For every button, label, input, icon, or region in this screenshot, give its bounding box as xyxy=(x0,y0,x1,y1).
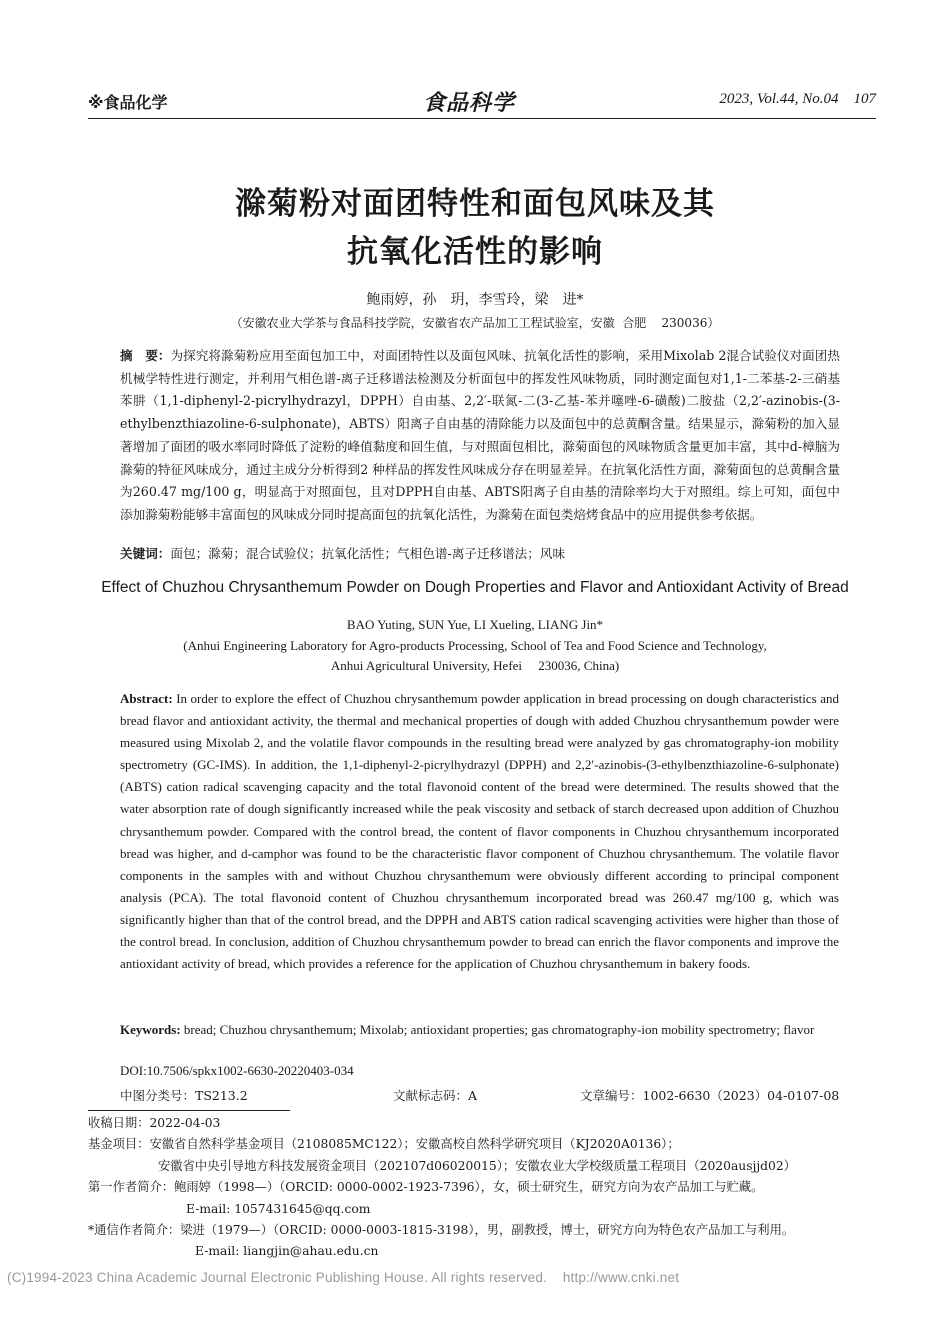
abstract-cn xyxy=(120,345,840,527)
first-author-email: E-mail: 1057431645@qq.com xyxy=(186,1202,371,1216)
fund-line-2: 安徽省中央引导地方科技发展资金项目（202107d06020015）；安徽农业大学校级质量工程项目（2020ausjjd02） xyxy=(158,1159,796,1173)
keywords-en-label: Keywords: xyxy=(120,1022,181,1037)
article-number: 文章编号：1002-6630（2023）04-0107-08 xyxy=(580,1088,840,1103)
keywords-cn-text: 面包；滁菊；混合试验仪；抗氧化活性；气相色谱-离子迁移谱法；风味 xyxy=(170,546,566,561)
abstract-en-text: In order to explore the effect of Chuzhou chrysanthemum powder application in bread processing on dough characteristics and bread flavor and antioxidant activity, the thermal and mechanical properties of dough with added Chuzhou chrysanthemum powder were measured using Mixolab 2, and the volatile flavor compounds in the resulting bread were analyzed by gas chromatography-ion mobility spectrometry (GC-IMS). In addition, the 1,1-diphenyl-2-picrylhydrazyl (DPPH) and 2,2′-azinobis-(3-ethylbenzthiazoline-6-sulphonate) (ABTS) cation radical scavenging capacity and the total flavonoid content of the bread were determined. The results showed that the water absorption rate of dough significantly increased while the peak viscosity and setback of starch decreased upon addition of Chuzhou chrysanthemum powder. Compared with the control bread, the content of flavor components in Chuzhou chrysanthemum incorporated bread was higher, and d-camphor was found to be the characteristic flavor component of Chuzhou chrysanthemum. The volatile flavor components in the samples with and without Chuzhou chrysanthemum were obviously different according to principal component analysis (PCA). The total flavonoid content of Chuzhou chrysanthemum incorporated bread was 260.47 mg/100 g, which was significantly higher than that of the control bread, and the DPPH and ABTS cation radical scavenging activities were higher than those of the control bread. In conclusion, addition of Chuzhou chrysanthemum powder to bread can enrich the flavor components and improve the antioxidant activity of bread, which provides a reference for the application of Chuzhou chrysanthemum in bakery foods. xyxy=(120,691,839,972)
abstract-cn-text: 为探究将滁菊粉应用至面包加工中，对面团特性以及面包风味、抗氧化活性的影响，采用Mixolab 2混合试验仪对面团热机械学特性进行测定，并利用气相色谱-离子迁移谱法检测及分析面包中的挥发性风味物质，同时测定面包对1,1-二苯基-2-三硝基苯肼（1,1-diphenyl-2-picrylhydrazyl，DPPH）自由基、2,2′-联氮-二(3-乙基-苯并噻唑-6-磺酸)二胺盐（2,2′-azinobis-(3-ethylbenzthiazoline-6-sulphonate)，ABTS）阳离子自由基的清除能力以及面包中的总黄酮含量。结果显示，滁菊粉的加入显著增加了面团的吸水率同时降低了淀粉的峰值黏度和回生值，与对照面包相比，滁菊面包的风味物质含量更加丰富，其中d-樟脑为滁菊的特征风味成分，通过主成分分析得到2 种样品的挥发性风味成分存在明显差异。在抗氧化活性方面，滁菊面包的总黄酮含量为260.47 mg/100 g，明显高于对照面包，且对DPPH自由基、ABTS阳离子自由基的清除率均大于对照组。综上可知，面包中添加滁菊粉能够丰富面包的风味成分同时提高面包的抗氧化活性，为滁菊在面包类焙烤食品中的应用提供参考依据。 xyxy=(120,348,841,522)
journal-section: ※食品化学 xyxy=(88,93,168,112)
keywords-en xyxy=(120,1019,839,1041)
issue-info: 2023, Vol.44, No.04 107 xyxy=(719,91,876,107)
authors-en: BAO Yuting, SUN Yue, LI Xueling, LIANG Jin* xyxy=(346,617,604,632)
affiliation-en-line-1: (Anhui Engineering Laboratory for Agro-products Processing, School of Tea and Food Science and Technology, xyxy=(183,638,767,653)
received-date: 收稿日期：2022-04-03 xyxy=(88,1116,221,1130)
corresponding-author-bio: *通信作者简介：梁进（1979—）（ORCID: 0000-0003-1815-3198），男，副教授，博士，研究方向为特色农产品加工与利用。 xyxy=(88,1223,795,1237)
copyright-notice: (C)1994-2023 China Academic Journal Electronic Publishing House. All rights reserved. http://www.cnki.net xyxy=(7,1270,680,1285)
keywords-cn-label: 关键词： xyxy=(120,546,171,561)
clc-number: 中图分类号：TS213.2 xyxy=(120,1088,248,1103)
affiliation-en-line-2: Anhui Agricultural University, Hefei 230036, China) xyxy=(330,658,620,673)
keywords-en-text: bread; Chuzhou chrysanthemum; Mixolab; antioxidant properties; gas chromatography-ion mobility spectrometry; flavor xyxy=(183,1022,815,1037)
document-code: 文献标志码：A xyxy=(393,1088,478,1103)
fund-line-1: 基金项目：安徽省自然科学基金项目（2108085MC122）；安徽高校自然科学研究项目（KJ2020A0136）； xyxy=(88,1137,680,1151)
header-divider xyxy=(88,118,876,119)
journal-logo: 食品科学 xyxy=(423,91,516,116)
first-author-bio: 第一作者简介：鲍雨婷（1998—）（ORCID: 0000-0002-1923-7396），女，硕士研究生，研究方向为农产品加工与贮藏。 xyxy=(88,1180,764,1194)
doi: DOI:10.7506/spkx1002-6630-20220403-034 xyxy=(120,1063,354,1078)
abstract-cn-label: 摘 要： xyxy=(120,348,171,363)
title-line-1: 滁菊粉对面团特性和面包风味及其 xyxy=(235,186,715,222)
authors-cn: 鲍雨婷，孙 玥，李雪玲，梁 进* xyxy=(366,292,584,308)
abstract-en-label: Abstract: xyxy=(120,691,173,706)
footnote-divider xyxy=(88,1110,290,1111)
keywords-cn xyxy=(120,543,565,562)
abstract-en xyxy=(120,688,839,975)
corresponding-author-email: E-mail: liangjin@ahau.edu.cn xyxy=(195,1244,379,1258)
affiliation-cn: （安徽农业大学茶与食品科技学院，安徽省农产品加工工程试验室，安徽 合肥 230036） xyxy=(230,316,720,330)
title-line-2: 抗氧化活性的影响 xyxy=(347,234,603,270)
title-en: Effect of Chuzhou Chrysanthemum Powder on Dough Properties and Flavor and Antioxidant Activity of Bread xyxy=(101,579,849,596)
